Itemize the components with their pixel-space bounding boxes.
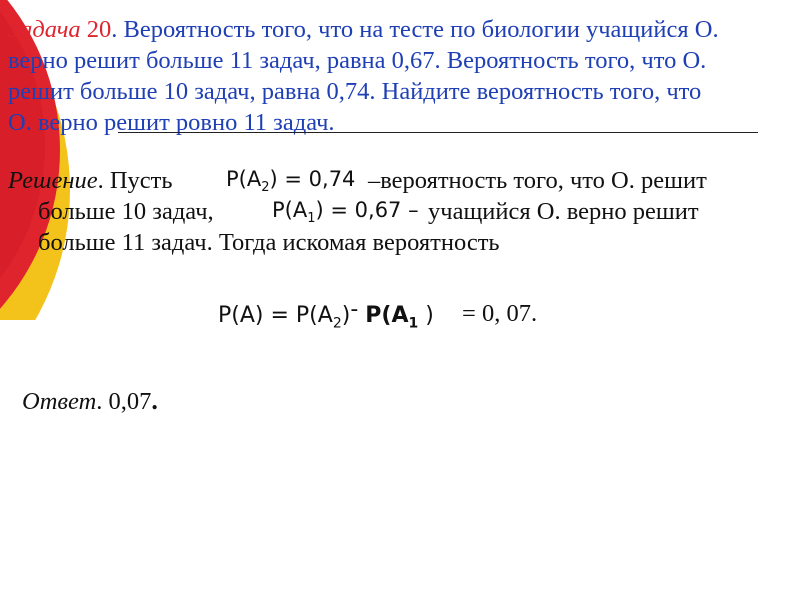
task-text	[8, 14, 792, 138]
formula-sub-2: 2	[261, 180, 270, 196]
task-line-4: О. верно решит ровно 11 задач.	[8, 109, 335, 136]
formula-lhs-sub: 2	[332, 315, 342, 332]
solution-line-3: больше 11 задач. Тогда искомая вероятность	[38, 229, 500, 256]
task-line-1	[8, 14, 792, 45]
formula-rhs	[365, 303, 419, 332]
formula-lhs: P(A) = P(A	[218, 303, 333, 328]
solution-intro: . Пусть	[97, 167, 173, 194]
formula-p-a1-prefix: P(A	[272, 198, 308, 222]
formula-rhs-open: P(A	[365, 303, 409, 328]
solution-block	[8, 165, 788, 258]
task-label: Задача	[8, 16, 81, 43]
formula-rhs-close: )	[418, 303, 434, 328]
solution-line-2-rest: учащийся О. верно решит	[428, 198, 699, 225]
solution-line-2-text: больше 10 задач,	[38, 198, 214, 225]
task-line-1-rest: . Вероятность того, что на тесте по биологии учащийся О.	[111, 16, 719, 43]
solution-label: Решение	[8, 167, 98, 194]
formula-p-a1-value: ) = 0,67 –	[315, 198, 419, 222]
answer-line	[22, 386, 158, 416]
formula-result: = 0, 07.	[462, 300, 538, 327]
formula-rhs-sub: 1	[408, 315, 419, 332]
formula-p-a2-prefix: P(A	[226, 167, 262, 191]
task-line-2: верно решит больше 11 задач, равна 0,67. Вероятность того, что О.	[8, 47, 707, 74]
underline-rule	[118, 132, 758, 133]
formula-lhs-close: )	[341, 303, 351, 328]
answer-label: Ответ	[22, 388, 97, 415]
task-line-3: решит больше 10 задач, равна 0,74. Найдите вероятность того, что	[8, 78, 702, 105]
answer-end: .	[151, 386, 158, 415]
solution-line-1-rest: –вероятность того, что О. решит	[368, 167, 707, 194]
formula-sub-1: 1	[307, 211, 316, 227]
task-number: 20	[86, 16, 112, 43]
solution-line-1	[8, 165, 788, 196]
formula-minus: -	[350, 297, 359, 322]
formula-p-a2-value: ) = 0,74	[269, 167, 356, 191]
main-formula	[218, 297, 434, 332]
answer-value: . 0,07	[96, 388, 152, 415]
solution-line-2	[8, 196, 788, 227]
